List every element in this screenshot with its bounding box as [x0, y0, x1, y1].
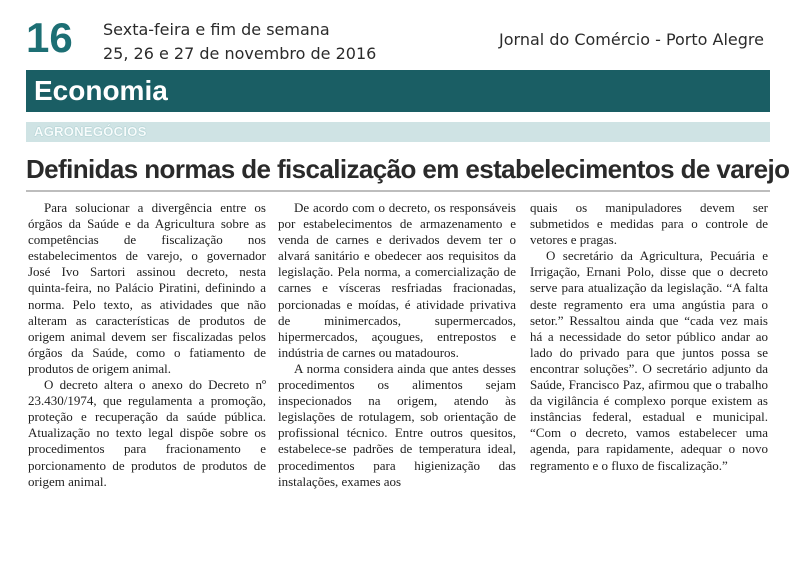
rubric-bar: [26, 122, 770, 142]
article-headline: Definidas normas de fiscalização em estabelecimentos de varejo: [26, 154, 790, 184]
article-paragraph: O secretário da Agricultura, Pecuária e Irrigação, Ernani Polo, disse que o decreto serve para atualização da legislação. “A falta deste regramento era uma angústia para o setor.” Ressaltou ainda que “cada vez mais há a necessidade do setor público andar ao lado do privado para que juntos possa se encontrar soluções”. O secretário adjunto da Saúde, Francisco Paz, afirmou que o trabalho da vigilância é complexo porque existem as instâncias federal, estadual e municipal. “Com o decreto, vamos estabelecer uma agenda, para rapidamente, adequar o novo regramento e o fluxo de fiscalização.”: [530, 248, 768, 473]
article-column-2: [278, 200, 516, 490]
article-column-1: [28, 200, 266, 490]
publication-name: Jornal do Comércio - Porto Alegre: [499, 30, 764, 49]
page-number: 16: [26, 14, 73, 61]
article-paragraph: Para solucionar a divergência entre os órgãos da Saúde e da Agricultura sobre as competências de fiscalização nos estabelecimentos de varejo, o governador José Ivo Sartori assinou decreto, nesta quinta-feira, no Palácio Piratini, definindo a norma. Pelo texto, as atividades que não alteram as características de produtos de origem animal devem ser fiscalizadas pelos órgãos da Saúde, como o fatiamento de produtos de origem animal.: [28, 200, 266, 376]
article-paragraph: quais os manipuladores devem ser submetidos e medidas para o controle de vetores e pragas.: [530, 200, 768, 248]
edition-date: 25, 26 e 27 de novembro de 2016: [103, 44, 377, 63]
article-column-3: [530, 200, 768, 474]
page-header: [26, 14, 770, 70]
headline-divider: [26, 190, 770, 192]
section-bar: [26, 70, 770, 112]
article-paragraph: O decreto altera o anexo do Decreto nº 23.430/1974, que regulamenta a promoção, proteção e recuperação da saúde pública. Atualização no texto legal dispõe sobre os procedimentos para fracionamento e porcionamento de produtos de produtos de origem animal.: [28, 377, 266, 489]
section-rubric: AGRONEGÓCIOS: [34, 124, 147, 139]
article-paragraph: De acordo com o decreto, os responsáveis por estabelecimentos de armazenamento e venda de carnes e derivados devem ter o alvará sanitário e obedecer aos requisitos da legislação. Pela norma, a comercialização de carnes e vísceras resfriadas fracionadas, porcionadas e moídas, é atividade privativa de minimercados, supermercados, hipermercados, açougues, entrepostos e indústria de carnes ou matadouros.: [278, 200, 516, 360]
edition-day: Sexta-feira e fim de semana: [103, 20, 330, 39]
section-title: Economia: [34, 75, 168, 106]
article-paragraph: A norma considera ainda que antes desses procedimentos os alimentos sejam inspecionados na origem, atendo às legislações de rotulagem, sob orientação de profissional técnico. Entre outros quesitos, estabelece-se padrões de temperatura ideal, procedimentos para higienização das instalações, exames aos: [278, 360, 516, 489]
